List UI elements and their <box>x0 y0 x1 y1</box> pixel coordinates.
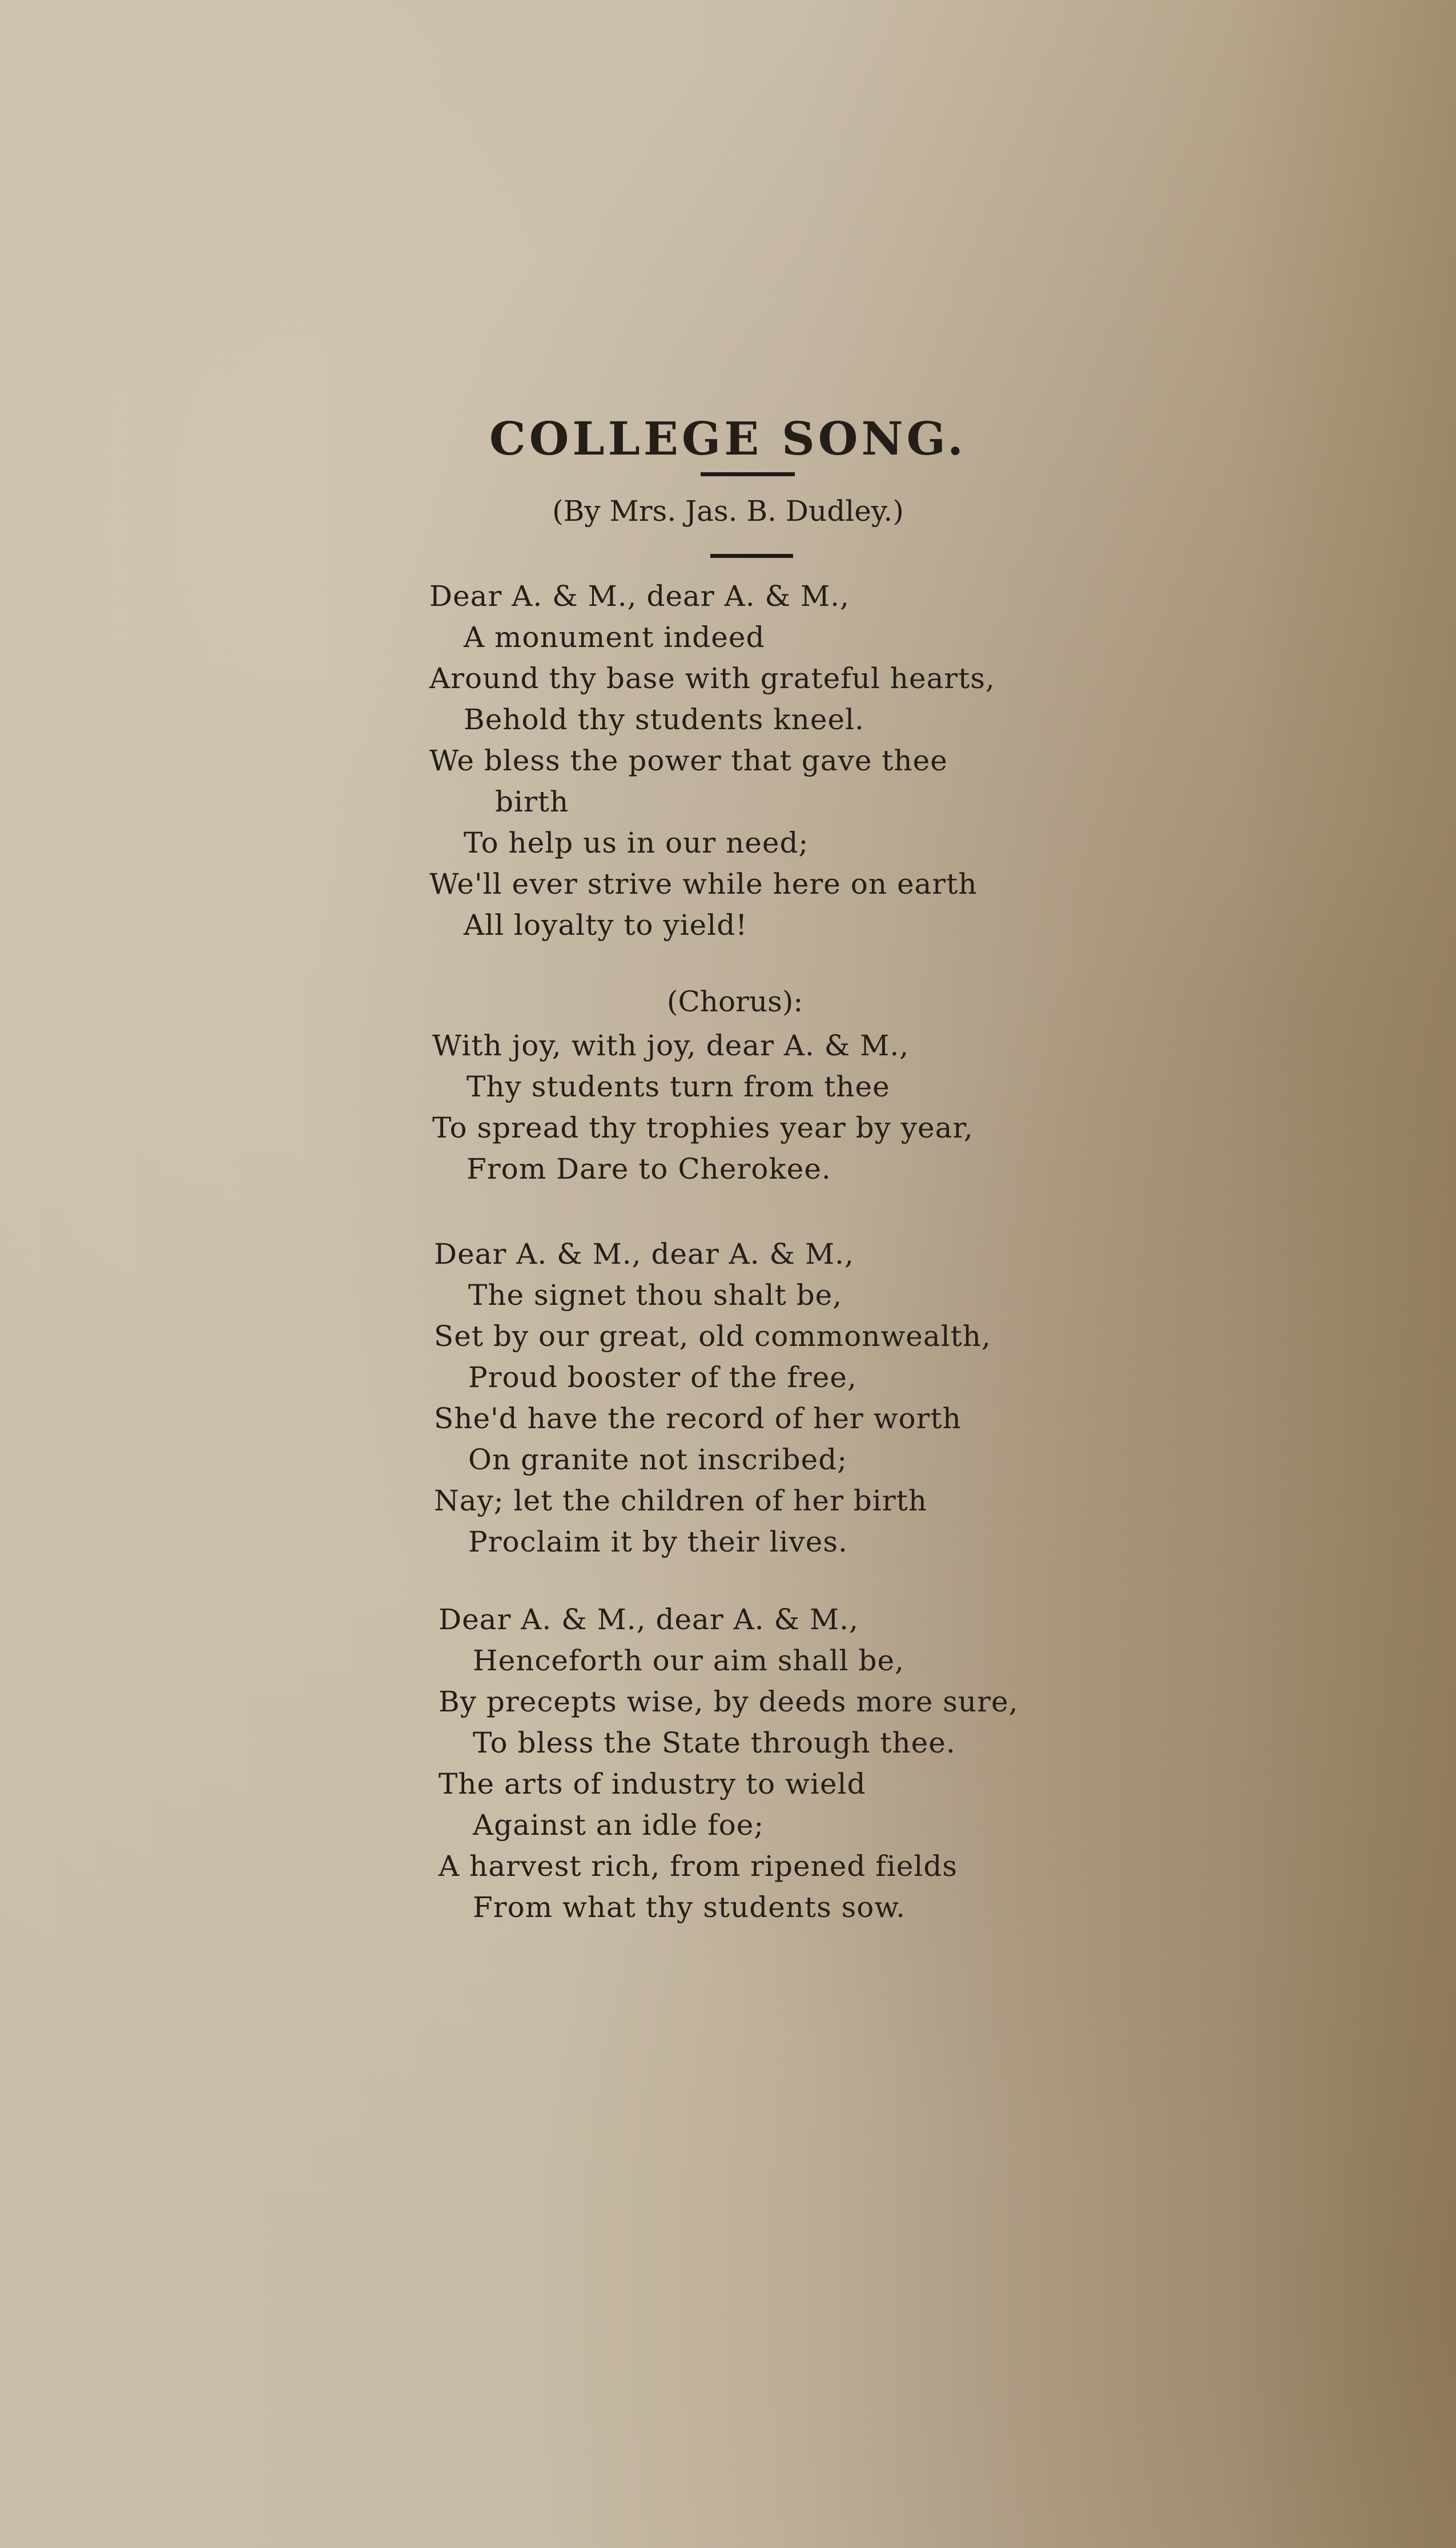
verse-line: On granite not inscribed; <box>468 1443 848 1476</box>
verse-line: Dear A. & M., dear A. & M., <box>434 1237 854 1271</box>
verse-line: She'd have the record of her worth <box>434 1402 962 1435</box>
verse-line: From what thy students sow. <box>473 1891 906 1924</box>
verse-line: To spread thy trophies year by year, <box>432 1111 974 1144</box>
verse-line: The signet thou shalt be, <box>468 1279 843 1312</box>
chorus-label: (Chorus): <box>667 985 803 1018</box>
author-byline: (By Mrs. Jas. B. Dudley.) <box>552 495 904 528</box>
verse-line: Set by our great, old commonwealth, <box>434 1320 991 1353</box>
verse-line: Henceforth our aim shall be, <box>473 1644 904 1677</box>
verse-line: From Dare to Cherokee. <box>466 1152 831 1185</box>
verse-line: Behold thy students kneel. <box>464 703 864 736</box>
stanza-3 <box>439 1599 1019 1928</box>
verse-line: A harvest rich, from ripened fields <box>439 1850 958 1883</box>
verse-line: A monument indeed <box>464 621 765 654</box>
verse-line: By precepts wise, by deeds more sure, <box>439 1685 1019 1718</box>
title-divider <box>701 472 795 476</box>
verse-line: Dear A. & M., dear A. & M., <box>429 580 850 613</box>
verse-line: To bless the State through thee. <box>473 1726 956 1759</box>
verse-line: Around thy base with grateful hearts, <box>429 662 995 695</box>
verse-line: We'll ever strive while here on earth <box>429 867 978 901</box>
verse-line: Proclaim it by their lives. <box>468 1525 848 1558</box>
song-title: COLLEGE SONG. <box>489 412 967 465</box>
chorus-stanza <box>432 1025 974 1189</box>
stanza-2 <box>434 1233 991 1562</box>
byline-divider <box>710 554 793 558</box>
verse-line: Proud booster of the free, <box>468 1361 857 1394</box>
verse-line: Nay; let the children of her birth <box>434 1484 927 1517</box>
verse-line: With joy, with joy, dear A. & M., <box>432 1029 910 1062</box>
verse-line: To help us in our need; <box>464 826 809 859</box>
stanza-1 <box>429 576 995 946</box>
verse-line: Thy students turn from thee <box>466 1070 890 1103</box>
verse-line: We bless the power that gave thee <box>429 744 948 777</box>
verse-line: birth <box>495 785 569 818</box>
verse-line: Dear A. & M., dear A. & M., <box>439 1603 859 1636</box>
verse-line: All loyalty to yield! <box>464 909 748 942</box>
verse-line: The arts of industry to wield <box>439 1767 866 1801</box>
verse-line: Against an idle foe; <box>473 1808 765 1842</box>
